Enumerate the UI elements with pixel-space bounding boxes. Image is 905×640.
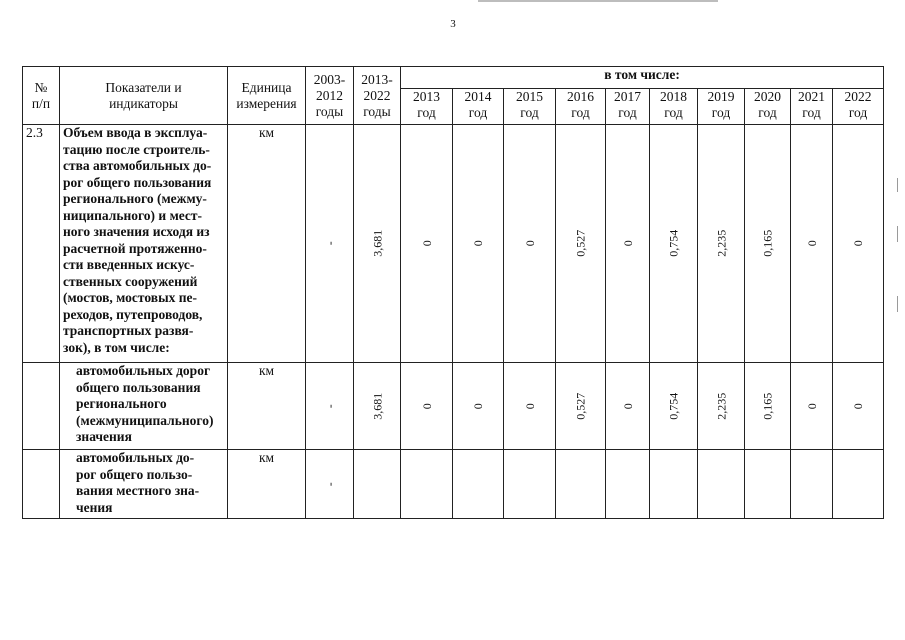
cell-2013-2022 xyxy=(354,363,401,450)
cell-value: 0 xyxy=(522,240,537,247)
cell-value: 0,527 xyxy=(573,230,588,257)
name-line: регионального (межму- xyxy=(63,191,207,206)
cell-2015 xyxy=(504,450,556,519)
year-label: 2022 xyxy=(844,89,872,104)
indicators-table xyxy=(22,66,884,519)
cell-2013 xyxy=(401,363,453,450)
cell-value: 0 xyxy=(620,240,635,247)
cell-2018 xyxy=(650,125,698,363)
table-row xyxy=(23,450,884,519)
header-period-line: 2012 xyxy=(316,87,343,103)
cell-value: 0 xyxy=(850,240,865,247)
cell-value: 0 xyxy=(850,403,865,409)
name-line: ного значения исходя из xyxy=(63,224,210,239)
header-unit-line: измерения xyxy=(236,95,297,111)
year-suffix: год xyxy=(758,105,777,120)
header-indicators xyxy=(60,67,228,125)
header-year-2017 xyxy=(606,89,650,125)
name-line: расчетной протяженно- xyxy=(63,240,207,256)
year-suffix: год xyxy=(664,105,683,120)
year-suffix: год xyxy=(802,105,821,120)
table-row xyxy=(23,363,884,450)
cell-value: - xyxy=(322,482,337,486)
cell-2022 xyxy=(833,363,884,450)
year-suffix: год xyxy=(848,105,868,120)
name-line: автомобильных до- xyxy=(76,450,195,465)
header-year-2022 xyxy=(833,89,884,125)
header-num-line: п/п xyxy=(31,95,51,111)
year-suffix: год xyxy=(417,105,436,120)
cell-2013-2022 xyxy=(354,450,401,519)
cell-2016 xyxy=(556,363,606,450)
cell-2019 xyxy=(698,450,745,519)
name-line: регионального xyxy=(76,396,167,411)
row-unit: км xyxy=(228,450,306,519)
table-row xyxy=(23,125,884,363)
cell-2017 xyxy=(606,125,650,363)
cell-2020 xyxy=(745,450,791,519)
year-label: 2016 xyxy=(567,89,594,104)
year-suffix: год xyxy=(618,105,637,120)
cell-2014 xyxy=(453,450,504,519)
cell-2017 xyxy=(606,450,650,519)
cell-value: 0 xyxy=(804,403,819,409)
row-indicator-name xyxy=(60,363,228,450)
header-year-2016 xyxy=(556,89,606,125)
header-year-2013 xyxy=(401,89,453,125)
year-suffix: год xyxy=(711,105,731,120)
row-indicator-name xyxy=(60,450,228,519)
cell-2013 xyxy=(401,450,453,519)
cell-value: 2,235 xyxy=(713,392,728,420)
cell-2019 xyxy=(698,125,745,363)
header-year-2021 xyxy=(791,89,833,125)
row-unit: км xyxy=(228,125,306,363)
name-line: транспортных развя- xyxy=(63,323,194,338)
header-period-line: годы xyxy=(363,103,391,119)
edge-mark xyxy=(897,178,898,192)
cell-value: 0,754 xyxy=(666,230,681,257)
cell-2018 xyxy=(650,363,698,450)
cell-value: - xyxy=(322,241,337,246)
cell-2019 xyxy=(698,363,745,450)
year-label: 2013 xyxy=(413,89,440,104)
cell-2013-2022 xyxy=(354,125,401,363)
cell-value: 0,165 xyxy=(760,230,775,257)
name-line: общего пользования xyxy=(76,379,201,395)
row-number xyxy=(23,363,60,450)
cell-value: 0 xyxy=(470,403,485,409)
edge-mark xyxy=(897,226,898,242)
cell-value: 0 xyxy=(419,240,434,247)
name-line: вания местного зна- xyxy=(76,483,200,498)
header-year-2020 xyxy=(745,89,791,125)
year-suffix: год xyxy=(571,105,590,120)
cell-2003-2012 xyxy=(306,125,354,363)
page-number: 3 xyxy=(450,18,456,30)
cell-2013 xyxy=(401,125,453,363)
cell-2015 xyxy=(504,125,556,363)
year-suffix: год xyxy=(468,105,488,120)
name-line: рог общего пользования xyxy=(63,174,212,190)
row-number xyxy=(23,450,60,519)
header-year-2014 xyxy=(453,89,504,125)
header-period-line: годы xyxy=(315,103,344,119)
header-period-2013-2022 xyxy=(354,67,401,125)
row-indicator-name xyxy=(60,125,228,363)
header-indicators-line: индикаторы xyxy=(109,95,178,111)
cell-2014 xyxy=(453,125,504,363)
cell-2003-2012 xyxy=(306,363,354,450)
cell-value: 0 xyxy=(522,403,537,409)
year-label: 2019 xyxy=(707,89,735,104)
header-including: в том числе: xyxy=(401,67,884,89)
name-line: (мостов, мостовых пе- xyxy=(63,290,198,305)
header-period-line: 2003- xyxy=(313,71,346,87)
name-line: значения xyxy=(76,429,132,444)
name-line: автомобильных дорог xyxy=(76,363,211,378)
cell-value: 0 xyxy=(470,240,485,247)
cell-value: 0,165 xyxy=(760,392,775,420)
cell-2021 xyxy=(791,363,833,450)
cell-2018 xyxy=(650,450,698,519)
header-row-1 xyxy=(23,67,884,89)
cell-2022 xyxy=(833,450,884,519)
cell-value: 0 xyxy=(419,403,434,409)
header-year-2015 xyxy=(504,89,556,125)
header-num xyxy=(23,67,60,125)
year-suffix: год xyxy=(520,105,539,120)
cell-2016 xyxy=(556,450,606,519)
name-line: Объем ввода в эксплуа- xyxy=(63,125,208,140)
name-line: (межмуниципального) xyxy=(76,412,214,428)
cell-2021 xyxy=(791,450,833,519)
header-period-line: 2022 xyxy=(363,87,391,103)
header-period-2003-2012 xyxy=(306,67,354,125)
year-label: 2020 xyxy=(754,89,781,104)
cell-2015 xyxy=(504,363,556,450)
header-period-line: 2013- xyxy=(361,71,393,87)
name-line: сти введенных искус- xyxy=(63,257,195,272)
header-unit-line: Единица xyxy=(241,79,292,95)
year-label: 2017 xyxy=(614,89,641,104)
cell-2020 xyxy=(745,363,791,450)
edge-mark xyxy=(897,296,898,312)
top-border-line xyxy=(478,0,718,2)
cell-2003-2012 xyxy=(306,450,354,519)
name-line: зок), в том числе: xyxy=(63,339,170,355)
cell-value: 3,681 xyxy=(369,392,384,420)
name-line: рог общего пользо- xyxy=(76,466,193,482)
cell-value: 0 xyxy=(620,403,635,409)
cell-value: 0,527 xyxy=(573,392,588,420)
header-year-2019 xyxy=(698,89,745,125)
name-line: ства автомобильных до- xyxy=(63,158,212,173)
year-label: 2021 xyxy=(798,89,825,104)
cell-2020 xyxy=(745,125,791,363)
cell-2017 xyxy=(606,363,650,450)
cell-value: 0,754 xyxy=(666,392,681,420)
cell-2022 xyxy=(833,125,884,363)
cell-value: 0 xyxy=(804,240,819,247)
year-label: 2018 xyxy=(660,89,687,104)
cell-2016 xyxy=(556,125,606,363)
cell-2021 xyxy=(791,125,833,363)
name-line: чения xyxy=(76,499,113,515)
year-label: 2015 xyxy=(516,89,543,104)
cell-value: 2,235 xyxy=(713,230,728,257)
year-label: 2014 xyxy=(464,89,492,104)
header-year-2018 xyxy=(650,89,698,125)
header-num-line: № xyxy=(34,79,48,95)
name-line: ниципального) и мест- xyxy=(63,207,203,223)
row-number: 2.3 xyxy=(23,125,60,363)
name-line: ственных сооружений xyxy=(63,273,198,289)
name-line: тацию после строитель- xyxy=(63,141,210,157)
cell-2014 xyxy=(453,363,504,450)
row-unit: км xyxy=(228,363,306,450)
cell-value: 3,681 xyxy=(369,230,384,257)
name-line: реходов, путепроводов, xyxy=(63,306,203,322)
cell-value: - xyxy=(322,404,337,408)
header-unit xyxy=(228,67,306,125)
header-indicators-line: Показатели и xyxy=(105,79,182,95)
